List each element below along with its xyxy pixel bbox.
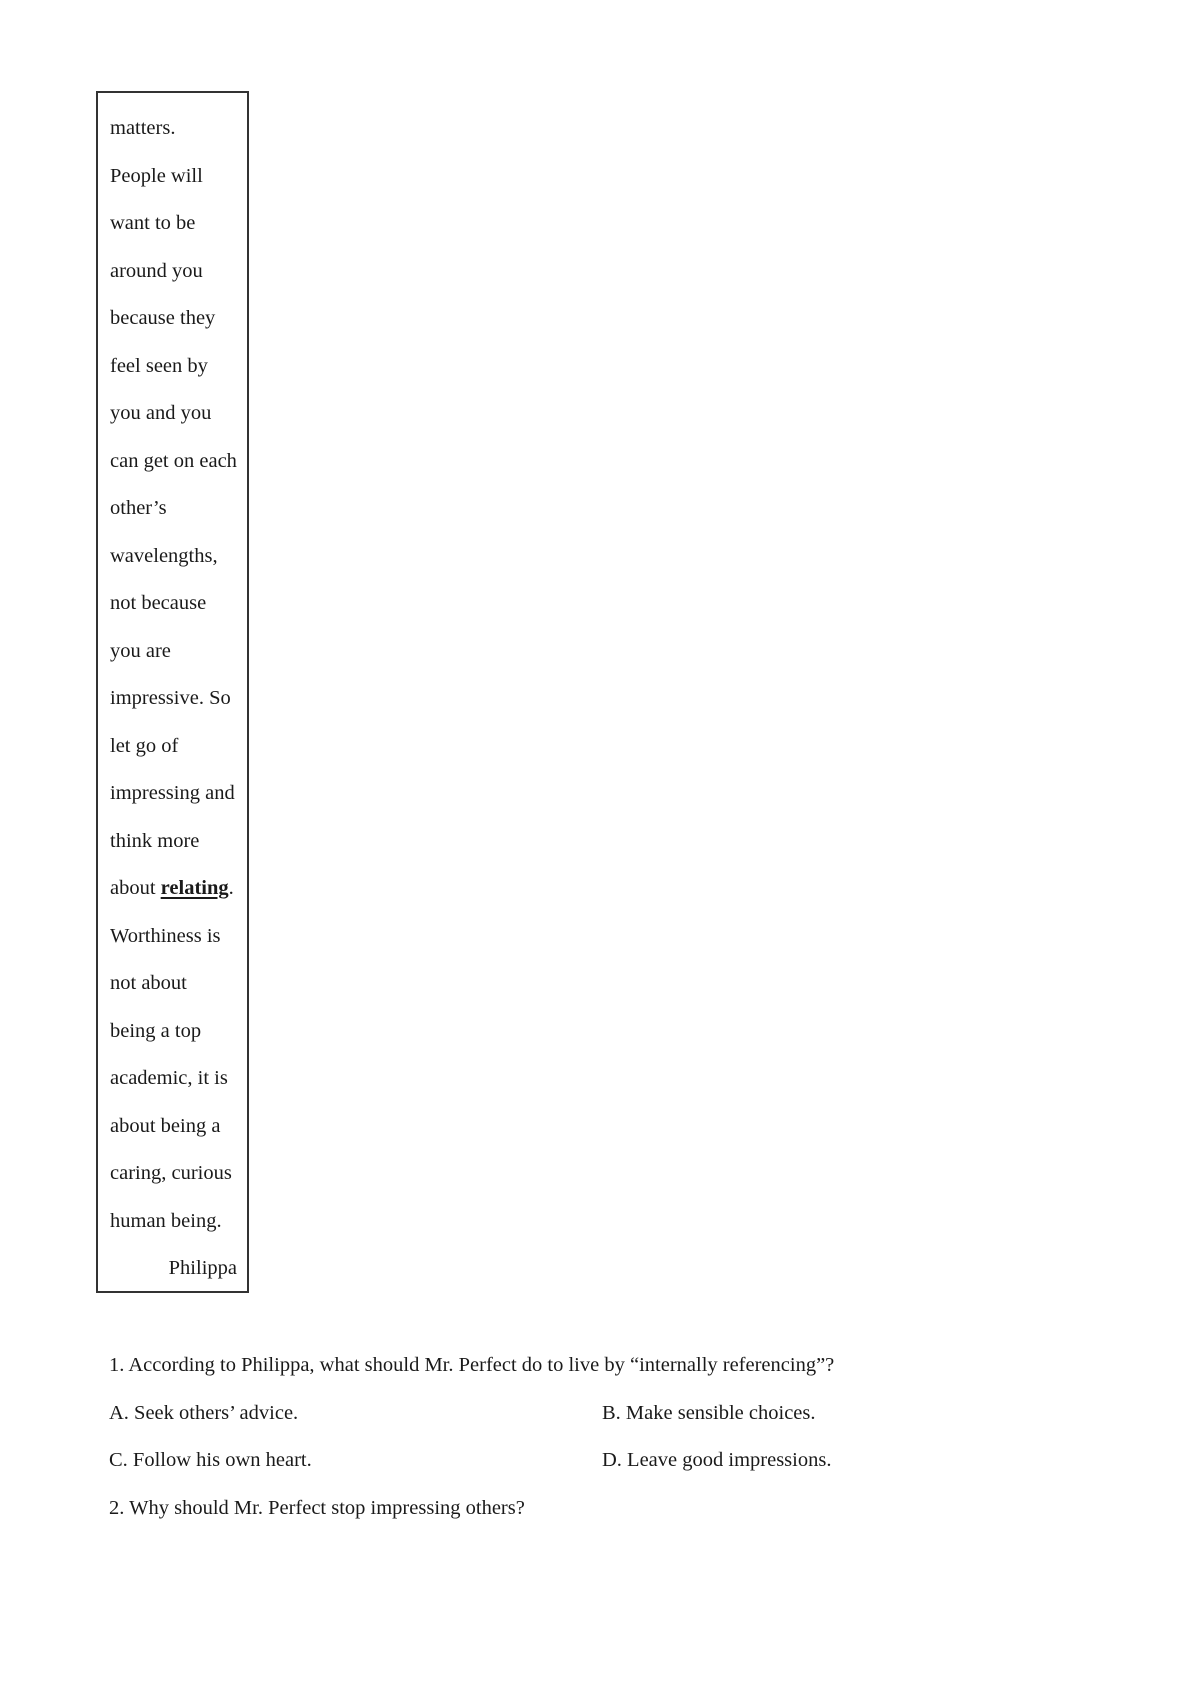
letter-line: let go of <box>110 734 179 757</box>
emphasis-prefix: about <box>110 877 161 899</box>
question-1-stem: 1. According to Philippa, what should Mr. Perfect do to live by “internally referencing”? <box>109 1354 835 1376</box>
letter-line: human being. <box>110 1209 222 1232</box>
letter-line: feel seen by <box>110 354 208 377</box>
letter-line: you are <box>110 639 171 662</box>
letter-line: not about <box>110 972 187 994</box>
letter-line: matters. <box>110 117 176 139</box>
emphasis-suffix: . <box>228 877 234 899</box>
letter-line: not because <box>110 592 207 614</box>
letter-line: wavelengths, <box>110 544 218 567</box>
letter-line: impressing and <box>110 782 235 804</box>
letter-signature: Philippa <box>168 1257 237 1279</box>
letter-line: you and you <box>110 402 212 424</box>
letter-line: impressive. So <box>110 687 231 709</box>
option-c: C. Follow his own heart. <box>109 1449 312 1471</box>
letter-line: around you <box>110 259 203 282</box>
question-section <box>109 1342 1109 1532</box>
letter-line: about being a <box>110 1114 221 1137</box>
letter-line: because they <box>110 307 216 329</box>
question-2-stem: 2. Why should Mr. Perfect stop impressing others? <box>109 1496 525 1519</box>
letter-line: Worthiness is <box>110 924 221 947</box>
letter-line: caring, curious <box>110 1162 232 1184</box>
letter-line: other’s <box>110 497 167 519</box>
letter-line: academic, it is <box>110 1067 228 1089</box>
letter-line: People will <box>110 164 203 187</box>
option-d: D. Leave good impressions. <box>602 1449 832 1471</box>
option-a: A. Seek others’ advice. <box>109 1401 299 1424</box>
letter-line: want to be <box>110 212 196 234</box>
letter-line: think more <box>110 829 200 852</box>
option-b: B. Make sensible choices. <box>602 1401 816 1424</box>
letter-line: can get on each <box>110 449 237 472</box>
question-1-options-row-1 <box>109 1390 1109 1438</box>
letter-line: being a top <box>110 1019 202 1042</box>
emphasized-word: relating <box>160 877 229 899</box>
question-1-options-row-2 <box>109 1437 1109 1485</box>
letter-text-box <box>96 91 249 1293</box>
letter-line-emphasis <box>110 865 237 913</box>
